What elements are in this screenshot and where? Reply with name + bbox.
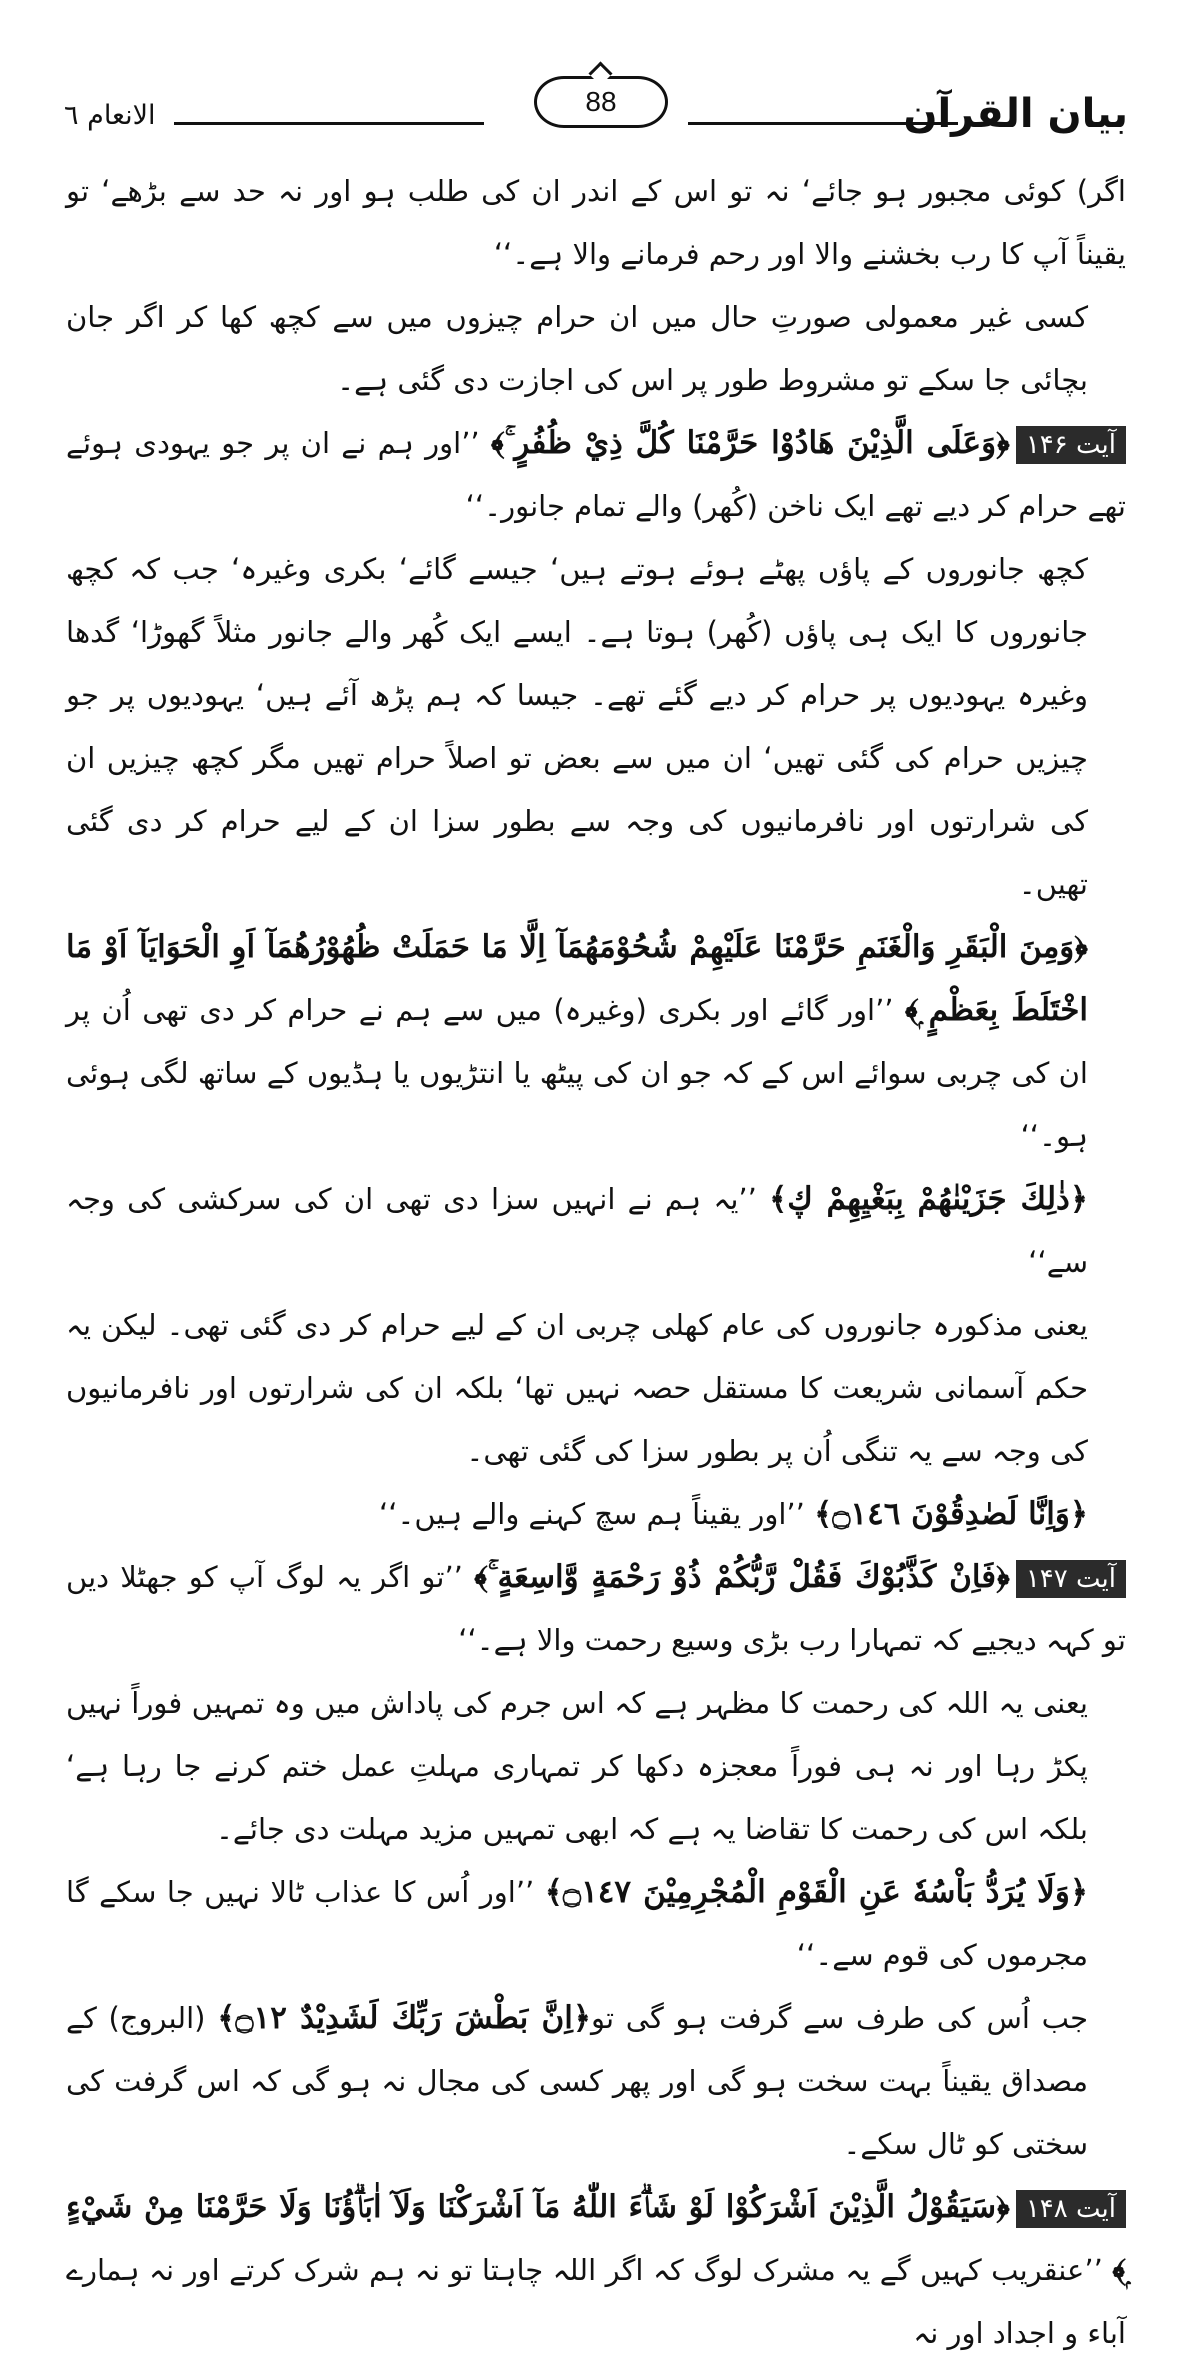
translation: ’’تو اگر یہ لوگ آپ کو جھٹلا دیں تو کہہ دیجیے کہ تمہارا رب بڑی وسیع رحمت والا ہے۔‘‘ [66, 1560, 1126, 1657]
ayah-label: آیت ۱۴۷ [1016, 1560, 1126, 1598]
commentary-text: کسی غیر معمولی صورتِ حال میں ان حرام چیزوں میں سے کچھ کھا کر اگر جان بچائی جا سکے تو مشروط طور پر اس کی اجازت دی گئی ہے۔ [66, 300, 1088, 397]
quran-verse: ﴿فَاِنْ كَذَّبُوْكَ فَقُلْ رَّبُّكُمْ ذُوْ رَحْمَةٍ وَّاسِعَةٍ ۚ﴾ [474, 1559, 1010, 1595]
quran-verse: ﴿وَلَا يُرَدُّ بَاْسُهٗ عَنِ الْقَوْمِ الْمُجْرِمِيْنَ ۝١٤٧﴾ [544, 1874, 1088, 1910]
commentary-text: یعنی یہ اللہ کی رحمت کا مظہر ہے کہ اس جرم کی پاداش میں وہ تمہیں فوراً نہیں پکڑ رہا اور نہ ہی فوراً معجزہ دکھا کر تمہاری مہلتِ عمل ختم کرنے جا رہا ہے‘ بلکہ اس کی رحمت کا تقاضا یہ ہے کہ ابھی تمہیں مزید مہلت دی جائے۔ [66, 1686, 1088, 1846]
paragraph [66, 1987, 1126, 2176]
verse-quote [66, 916, 1126, 1168]
paragraph [66, 160, 1126, 286]
paragraph [66, 286, 1126, 412]
header-rule-right [688, 122, 958, 125]
quran-verse: ﴿اِنَّ بَطْشَ رَبِّكَ لَشَدِيْدٌ ۝١٢﴾ [217, 2000, 592, 2036]
commentary-text: اگر) کوئی مجبور ہو جائے‘ نہ تو اس کے اندر ان کی طلب ہو اور نہ حد سے بڑھے‘ تو یقیناً آپ کا رب بخشنے والا اور رحم فرمانے والا ہے۔‘‘ [66, 174, 1126, 271]
ayah-block-146 [66, 412, 1126, 538]
quran-verse: ﴿وَمِنَ الْبَقَرِ وَالْغَنَمِ حَرَّمْنَا عَلَيْهِمْ شُحُوْمَهُمَآ اِلَّا مَا حَمَلَتْ ظُهُوْرُهُمَآ اَوِ الْحَوَايَآ اَوْ مَا اخْتَلَطَ بِعَظْمٍ ۭ﴾ [66, 929, 1089, 1028]
verse-quote [66, 1861, 1126, 1987]
translation: ’’اور یقیناً ہم سچ کہنے والے ہیں۔‘‘ [378, 1497, 805, 1531]
commentary-text: کچھ جانوروں کے پاؤں پھٹے ہوئے ہوتے ہیں‘ جیسے گائے‘ بکری وغیرہ‘ جب کہ کچھ جانوروں کا ایک ہی پاؤں (کُھر) ہوتا ہے۔ ایسے ایک کُھر والے جانور مثلاً گھوڑا‘ گدھا وغیرہ یہودیوں پر حرام کر دیے گئے تھے۔ جیسا کہ ہم پڑھ آئے ہیں‘ یہودیوں پر جو چیزیں حرام کی گئی تھیں‘ ان میں سے بعض تو اصلاً حرام تھیں مگر کچھ چیزیں ان کی شرارتوں اور نافرمانیوں کی وجہ سے بطور سزا ان کے لیے حرام کر دی گئی تھیں۔ [66, 552, 1088, 901]
ayah-label: آیت ۱۴۸ [1016, 2190, 1126, 2228]
commentary-text: جب اُس کی طرف سے گرفت ہو گی تو [591, 2001, 1089, 2035]
page-header [64, 86, 1128, 138]
paragraph [66, 538, 1126, 916]
verse-quote [66, 1483, 1126, 1546]
translation: ’’اور اُس کا عذاب ٹالا نہیں جا سکے گا مجرموں کی قوم سے۔‘‘ [66, 1875, 1088, 1972]
book-title: بیان القرآن [903, 91, 1128, 137]
surah-name: الانعام ٦ [64, 100, 156, 131]
commentary-text: (البروج) کے مصداق یقیناً بہت سخت ہو گی اور پھر کسی کی مجال نہ ہو گی کہ اس گرفت کی سختی کو ٹال سکے۔ [66, 2001, 1088, 2161]
commentary-text: یعنی مذکورہ جانوروں کی عام کھلی چربی ان کے لیے حرام کر دی گئی تھی۔ لیکن یہ حکم آسمانی شریعت کا مستقل حصہ نہیں تھا‘ بلکہ ان کی شرارتوں اور نافرمانیوں کی وجہ سے یہ تنگی اُن پر بطور سزا کی گئی تھی۔ [66, 1308, 1088, 1468]
translation: ’’عنقریب کہیں گے یہ مشرک لوگ کہ اگر اللہ چاہتا تو نہ ہم شرک کرتے اور نہ ہمارے آباء و اجداد اور نہ [66, 2253, 1126, 2350]
page-body [66, 160, 1126, 2365]
translation: ’’یہ ہم نے انہیں سزا دی تھی ان کی سرکشی کی وجہ سے‘‘ [66, 1182, 1088, 1279]
ayah-block-147 [66, 1546, 1126, 1672]
verse-quote [66, 1168, 1126, 1294]
quran-verse: ﴿وَعَلَى الَّذِيْنَ هَادُوْا حَرَّمْنَا كُلَّ ذِيْ ظُفُرٍ ۚ﴾ [490, 425, 1010, 461]
ayah-label: آیت ۱۴۶ [1016, 426, 1126, 464]
translation: ’’اور گائے اور بکری (وغیرہ) میں سے ہم نے حرام کر دی تھی اُن پر ان کی چربی سوائے اس کے کہ جو ان کی پیٹھ یا انتڑیوں یا ہڈیوں کے ساتھ لگی ہوئی ہو۔‘‘ [66, 993, 1088, 1153]
quran-verse: ﴿سَيَقُوْلُ الَّذِيْنَ اَشْرَكُوْا لَوْ شَاۗءَ اللّٰهُ مَآ اَشْرَكْنَا وَلَآ اٰبَاۗؤُنَا وَلَا حَرَّمْنَا مِنْ شَيْءٍ ۭ﴾ [66, 2189, 1127, 2288]
page-number-badge: 88 [534, 76, 668, 128]
paragraph [66, 1672, 1126, 1861]
paragraph [66, 1294, 1126, 1483]
translation: ’’اور ہم نے ان پر جو یہودی ہوئے تھے حرام کر دیے تھے ایک ناخن (کُھر) والے تمام جانور۔‘‘ [66, 426, 1126, 523]
quran-verse: ﴿ذٰلِكَ جَزَيْنٰهُمْ بِبَغْيِهِمْ ڮ﴾ [769, 1181, 1089, 1217]
ayah-block-148 [66, 2176, 1126, 2365]
quran-verse: ﴿وَاِنَّا لَصٰدِقُوْنَ ۝١٤٦﴾ [814, 1496, 1088, 1532]
header-rule-left [174, 122, 484, 125]
